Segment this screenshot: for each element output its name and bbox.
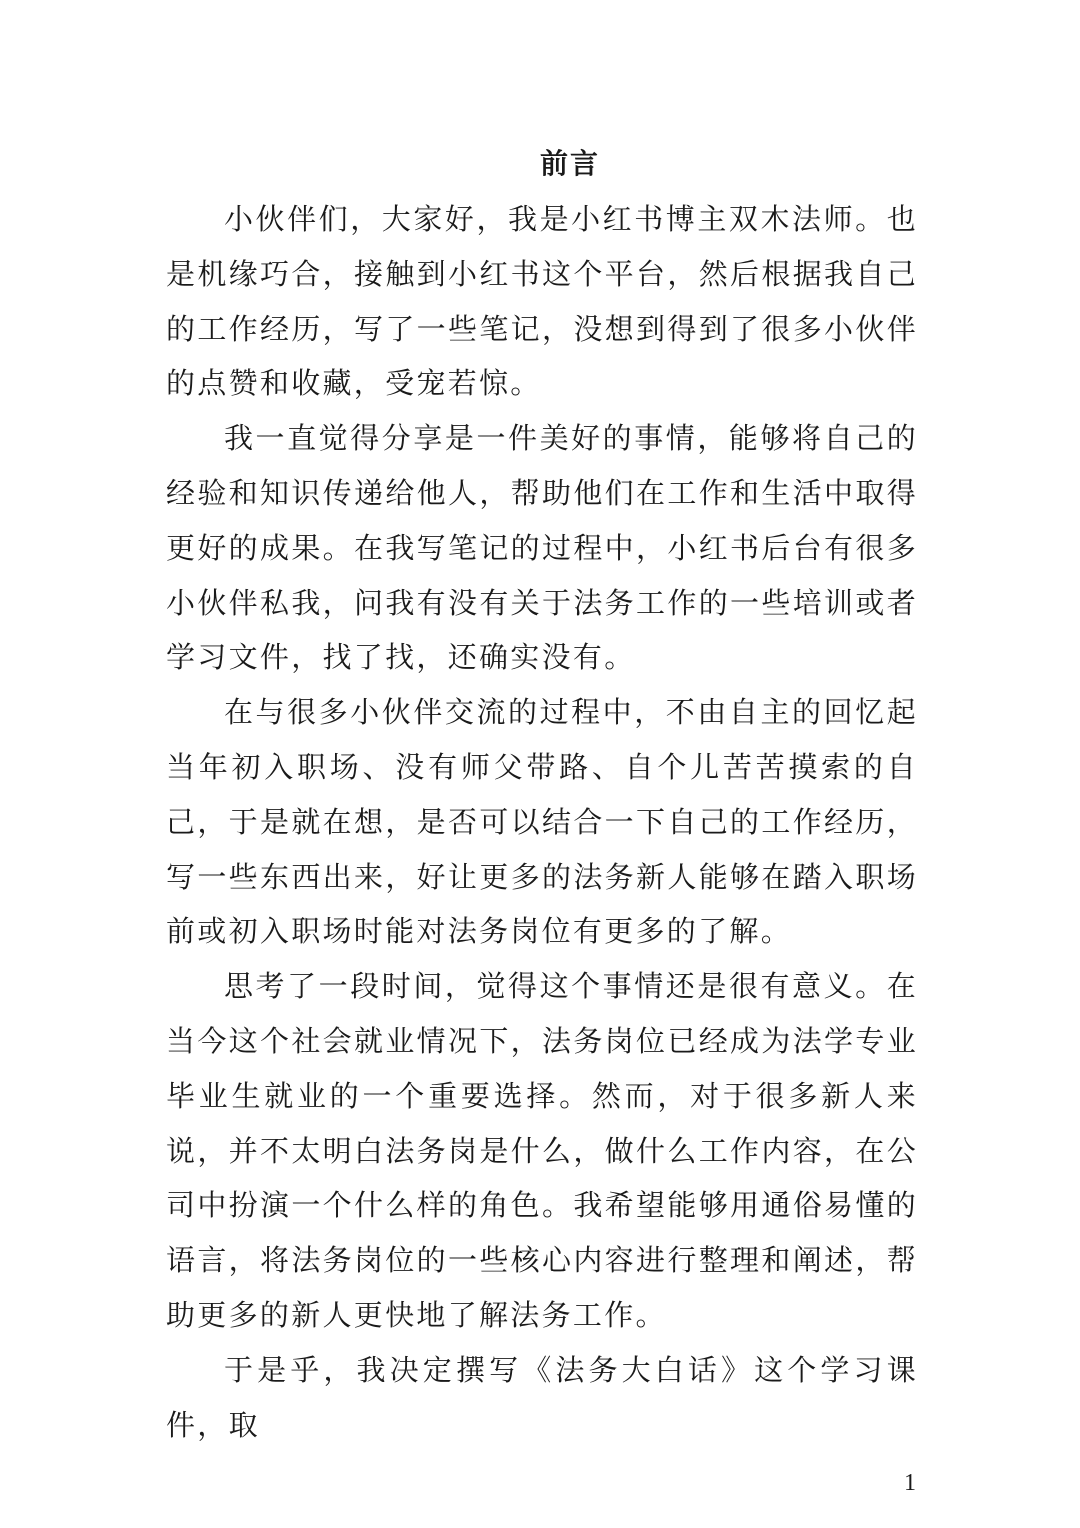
paragraph: 在与很多小伙伴交流的过程中，不由自主的回忆起当年初入职场、没有师父带路、自个儿苦苦摸索的自己，于是就在想，是否可以结合一下自己的工作经历，写一些东西出来，好让更多的法务新人能够在踏入职场前或初入职场时能对法务岗位有更多的了解。 <box>166 695 918 949</box>
paragraph: 小伙伴们，大家好，我是小红书博主双木法师。也是机缘巧合，接触到小红书这个平台，然后根据我自己的工作经历，写了一些笔记，没想到得到了很多小伙伴的点赞和收藏，受宠若惊。 <box>166 202 918 401</box>
paragraph: 我一直觉得分享是一件美好的事情，能够将自己的经验和知识传递给他人，帮助他们在工作和生活中取得更好的成果。在我写笔记的过程中，小红书后台有很多小伙伴私我，问我有没有关于法务工作的一些培训或者学习文件，找了找，还确实没有。 <box>166 421 918 675</box>
page-number: 1 <box>904 1470 916 1496</box>
paragraph: 于是乎，我决定撰写《法务大白话》这个学习课件，取 <box>166 1352 918 1442</box>
document-body <box>166 192 918 1452</box>
paragraph: 思考了一段时间，觉得这个事情还是很有意义。在当今这个社会就业情况下，法务岗位已经成为法学专业毕业生就业的一个重要选择。然而，对于很多新人来说，并不太明白法务岗是什么，做什么工作内容，在公司中扮演一个什么样的角色。我希望能够用通俗易懂的语言，将法务岗位的一些核心内容进行整理和阐述，帮助更多的新人更快地了解法务工作。 <box>166 969 918 1332</box>
page-title: 前言 <box>539 147 600 180</box>
